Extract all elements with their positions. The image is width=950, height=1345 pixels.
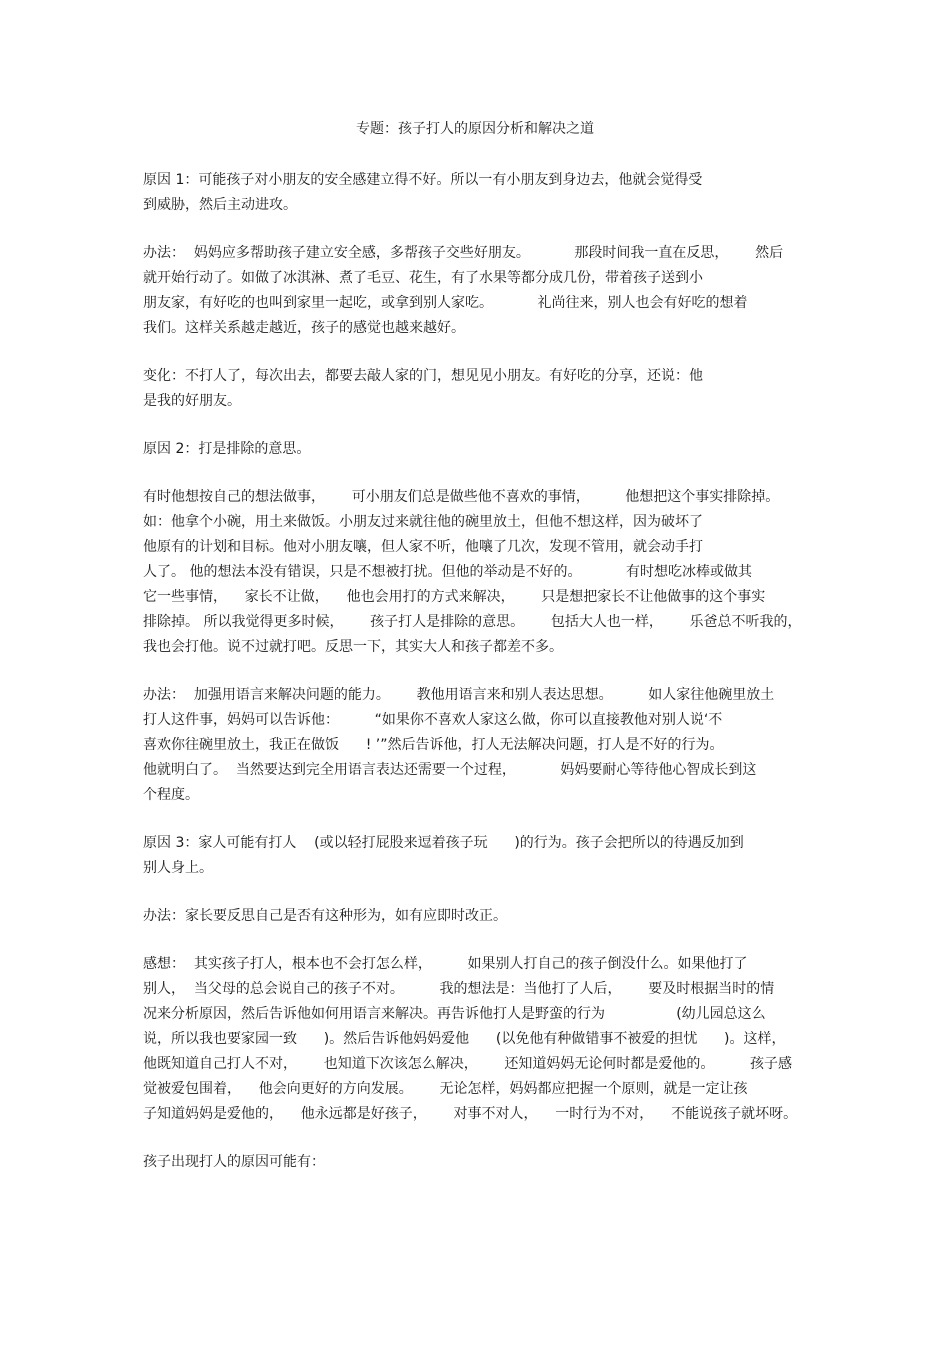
paragraph — [143, 1150, 843, 1175]
paragraph-line: 是我的好朋友。 — [143, 393, 241, 409]
paragraph-line: 喜欢你往碗里放土，我正在做饭 ! ’”然后告诉他，打人无法解决问题，打人是不好的行为。 — [143, 737, 724, 753]
paragraph-line: 个程度。 — [143, 787, 199, 803]
paragraph-line: 感想： 其实孩子打人，根本也不会打怎么样， 如果别人打自己的孩子倒没什么。如果他打了 — [143, 956, 748, 972]
paragraph-line: 有时他想按自己的想法做事， 可小朋友们总是做些他不喜欢的事情， 他想把这个事实排除掉。 — [143, 489, 780, 505]
paragraph-line: 他原有的计划和目标。他对小朋友嚷，但人家不听，他嚷了几次，发现不管用，就会动手打 — [143, 539, 703, 555]
paragraph-line: 如：他拿个小碗，用土来做饭。小朋友过来就往他的碗里放土，但他不想这样，因为破坏了 — [143, 514, 703, 530]
paragraph-line: 觉被爱包围着， 他会向更好的方向发展。 无论怎样，妈妈都应把握一个原则，就是一定让孩 — [143, 1081, 748, 1097]
paragraph — [143, 683, 843, 808]
paragraph-line: 我也会打他。说不过就打吧。反思一下，其实大人和孩子都差不多。 — [143, 639, 563, 655]
paragraph-line: 排除掉。 所以我觉得更多时候， 孩子打人是排除的意思。 包括大人也一样， 乐爸总不听我的， — [143, 614, 802, 630]
paragraph-line: 打人这件事，妈妈可以告诉他： “如果你不喜欢人家这么做，你可以直接教他对别人说‘不 — [143, 712, 723, 728]
paragraph — [143, 364, 843, 414]
document-title: 专题：孩子打人的原因分析和解决之道 — [356, 121, 594, 137]
paragraph — [143, 437, 843, 462]
paragraph — [143, 904, 843, 929]
paragraph-line: 朋友家，有好吃的也叫到家里一起吃，或拿到别人家吃。 礼尚往来，别人也会有好吃的想着 — [143, 295, 748, 311]
paragraph-line: 办法：家长要反思自己是否有这种形为，如有应即时改正。 — [143, 908, 507, 924]
paragraph-line: 他既知道自己打人不对， 也知道下次该怎么解决， 还知道妈妈无论何时都是爱他的。 孩子感 — [143, 1056, 793, 1072]
paragraph-line: 子知道妈妈是爱他的， 他永远都是好孩子， 对事不对人， 一时行为不对， 不能说孩子就坏呀。 — [143, 1106, 798, 1122]
paragraph-line: 到威胁，然后主动进攻。 — [143, 197, 297, 213]
paragraph-line: 它一些事情， 家长不让做， 他也会用打的方式来解决， 只是想把家长不让他做事的这个事实 — [143, 589, 766, 605]
paragraph-line: 变化：不打人了，每次出去，都要去敲人家的门，想见见小朋友。有好吃的分享，还说：他 — [143, 368, 703, 384]
paragraph — [143, 241, 843, 341]
paragraph-line: 就开始行动了。如做了冰淇淋、煮了毛豆、花生，有了水果等都分成几份，带着孩子送到小 — [143, 270, 703, 286]
paragraph-line: 说，所以我也要家园一致 )。然后告诉他妈妈爱他 (以免他有种做错事不被爱的担忧 )。这样， — [143, 1031, 786, 1047]
paragraph-line: 我们。这样关系越走越近，孩子的感觉也越来越好。 — [143, 320, 465, 336]
paragraph-line: 办法： 妈妈应多帮助孩子建立安全感，多帮孩子交些好朋友。 那段时间我一直在反思， 然后 — [143, 245, 784, 261]
paragraph-line: 况来分析原因，然后告诉他如何用语言来解决。再告诉他打人是野蛮的行为 (幼儿园总这么 — [143, 1006, 766, 1022]
paragraph-line: 人了。 他的想法本没有错误，只是不想被打扰。但他的举动是不好的。 有时想吃冰棒或做其 — [143, 564, 752, 580]
paragraph — [143, 952, 843, 1127]
paragraph-line: 原因 3：家人可能有打人 (或以轻打屁股来逗着孩子玩 )的行为。孩子会把所以的待遇反加到 — [143, 835, 744, 851]
paragraph — [143, 168, 843, 218]
paragraph-line: 原因 2：打是排除的意思。 — [143, 441, 311, 457]
paragraph-line: 孩子出现打人的原因可能有： — [143, 1154, 325, 1170]
paragraph-line: 别人身上。 — [143, 860, 213, 876]
paragraph-line: 原因 1：可能孩子对小朋友的安全感建立得不好。所以一有小朋友到身边去，他就会觉得受 — [143, 172, 703, 188]
document-body — [143, 168, 843, 1198]
paragraph-line: 别人， 当父母的总会说自己的孩子不对。 我的想法是：当他打了人后， 要及时根据当时的情 — [143, 981, 775, 997]
paragraph-line: 办法： 加强用语言来解决问题的能力。 教他用语言来和别人表达思想。 如人家往他碗里放土 — [143, 687, 775, 703]
paragraph — [143, 831, 843, 881]
paragraph-line: 他就明白了。 当然要达到完全用语言表达还需要一个过程， 妈妈要耐心等待他心智成长到这 — [143, 762, 757, 778]
paragraph — [143, 485, 843, 660]
